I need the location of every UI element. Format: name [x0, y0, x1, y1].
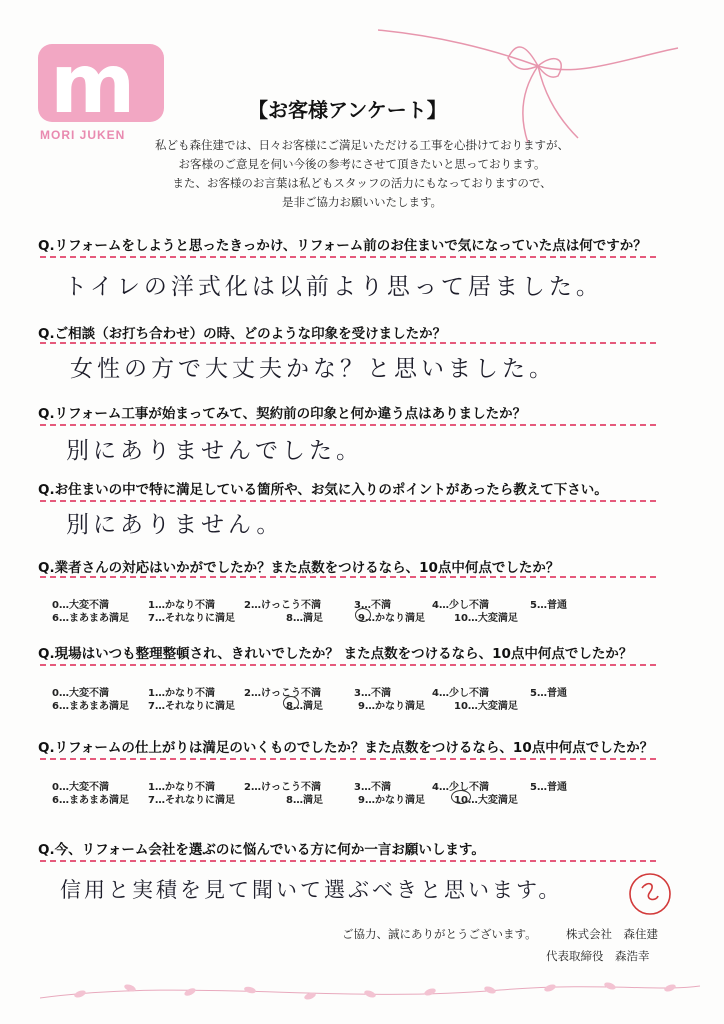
question-5: Q.業者さんの対応はいかがでしたか？また点数をつけるなら、10点中何点でしたか？ — [38, 560, 560, 576]
signature-stamp — [626, 870, 674, 918]
page-title: 【お客様アンケート】 — [248, 98, 447, 122]
company-logo — [38, 37, 168, 144]
answer-1: トイレの洋式化は以前より思って居ました。 — [64, 274, 603, 300]
scale-option: 4…少し不満 — [432, 600, 489, 611]
divider — [40, 664, 656, 666]
logo-text: MORI JUKEN — [40, 128, 126, 142]
answer-8: 信用と実積を見て聞いて選ぶべきと思います。 — [60, 878, 563, 902]
scale-option: 2…けっこう不満 — [244, 600, 321, 611]
scale-option-selected: 10…大変満足 — [454, 791, 518, 806]
logo-mark: m — [50, 37, 130, 132]
divider — [40, 758, 656, 760]
answer-3: 別にありませんでした。 — [66, 438, 363, 464]
divider — [40, 576, 656, 578]
scale-option: 10…大変満足 — [454, 613, 518, 624]
selection-circle — [451, 790, 471, 804]
divider — [40, 424, 656, 426]
intro-line: お客様のご意見を伺い今後の参考にさせて頂きたいと思っております。 — [178, 157, 546, 171]
divider — [40, 342, 656, 344]
question-3: Q.リフォーム工事が始まってみて、契約前の印象と何か違う点はありましたか？ — [38, 406, 527, 422]
divider — [40, 860, 656, 862]
scale-option-selected: 9…かなり満足 — [358, 609, 425, 624]
scale-option: 3…不満 — [354, 782, 391, 793]
answer-4: 別にありません。 — [66, 512, 284, 538]
scale-option: 6…まあまあ満足 — [52, 795, 129, 806]
question-8: Q.今、リフォーム会社を選ぶのに悩んでいる方に何か一言お願いします。 — [38, 842, 485, 858]
rating-scale-3 — [52, 778, 652, 804]
scale-option: 1…かなり不満 — [148, 782, 215, 793]
intro-line: また、お客様のお言葉は私どもスタッフの活力にもなっておりますので、 — [172, 176, 552, 190]
question-6: Q.現場はいつも整理整頓され、きれいでしたか？ また点数をつけるなら、10点中何点でしたか？ — [38, 646, 633, 662]
intro-line: 私ども森住建では、日々お客様にご満足いただける工事を心掛けておりますが、 — [155, 138, 569, 152]
divider — [40, 500, 656, 502]
scale-option-selected: 8…満足 — [286, 697, 323, 712]
scale-option: 5…普通 — [530, 600, 567, 611]
intro-line: 是非ご協力お願いいたします。 — [281, 195, 443, 209]
answer-2: 女性の方で大丈夫かな？と思いました。 — [70, 356, 556, 382]
selection-circle — [283, 696, 299, 710]
divider — [40, 256, 656, 258]
scale-option: 9…かなり満足 — [358, 701, 425, 712]
scale-option: 3…不満 — [354, 600, 391, 611]
scale-option: 4…少し不満 — [432, 688, 489, 699]
scale-option: 5…普通 — [530, 782, 567, 793]
company-name: 株式会社 森住建 — [566, 927, 658, 941]
scale-option: 2…けっこう不満 — [244, 688, 321, 699]
scale-option: 0…大変不満 — [52, 688, 109, 699]
selection-circle — [355, 608, 371, 622]
rating-scale-2 — [52, 684, 652, 710]
scale-option: 7…それなりに満足 — [148, 795, 235, 806]
ribbon-decoration — [378, 18, 708, 148]
question-1: Q.リフォームをしようと思ったきっかけ、リフォーム前のお住まいで気になっていた点は何ですか？ — [38, 238, 647, 254]
question-7: Q.リフォームの仕上がりは満足のいくものでしたか？また点数をつけるなら、10点中何点でしたか？ — [38, 740, 654, 756]
scale-option: 7…それなりに満足 — [148, 701, 235, 712]
scale-option: 9…かなり満足 — [358, 795, 425, 806]
scale-option: 0…大変不満 — [52, 600, 109, 611]
question-4: Q.お住まいの中で特に満足している箇所や、お気に入りのポイントがあったら教えて下さい。 — [38, 482, 608, 498]
scale-option: 3…不満 — [354, 688, 391, 699]
scale-option: 5…普通 — [530, 688, 567, 699]
rating-scale-1 — [52, 596, 652, 622]
scale-option: 1…かなり不満 — [148, 688, 215, 699]
scale-option: 0…大変不満 — [52, 782, 109, 793]
representative-name: 代表取締役 森浩幸 — [546, 949, 650, 963]
intro-text — [0, 136, 724, 212]
leaf-decoration — [40, 968, 700, 1008]
scale-option: 8…満足 — [286, 613, 323, 624]
thanks-text: ご協力、誠にありがとうございます。 — [342, 927, 537, 941]
scale-option: 10…大変満足 — [454, 701, 518, 712]
scale-option: 1…かなり不満 — [148, 600, 215, 611]
scale-option: 6…まあまあ満足 — [52, 613, 129, 624]
scale-option: 7…それなりに満足 — [148, 613, 235, 624]
question-2: Q.ご相談（お打ち合わせ）の時、どのような印象を受けましたか？ — [38, 326, 447, 342]
scale-option: 6…まあまあ満足 — [52, 701, 129, 712]
scale-option: 4…少し不満 — [432, 782, 489, 793]
scale-option: 8…満足 — [286, 795, 323, 806]
scale-option: 2…けっこう不満 — [244, 782, 321, 793]
